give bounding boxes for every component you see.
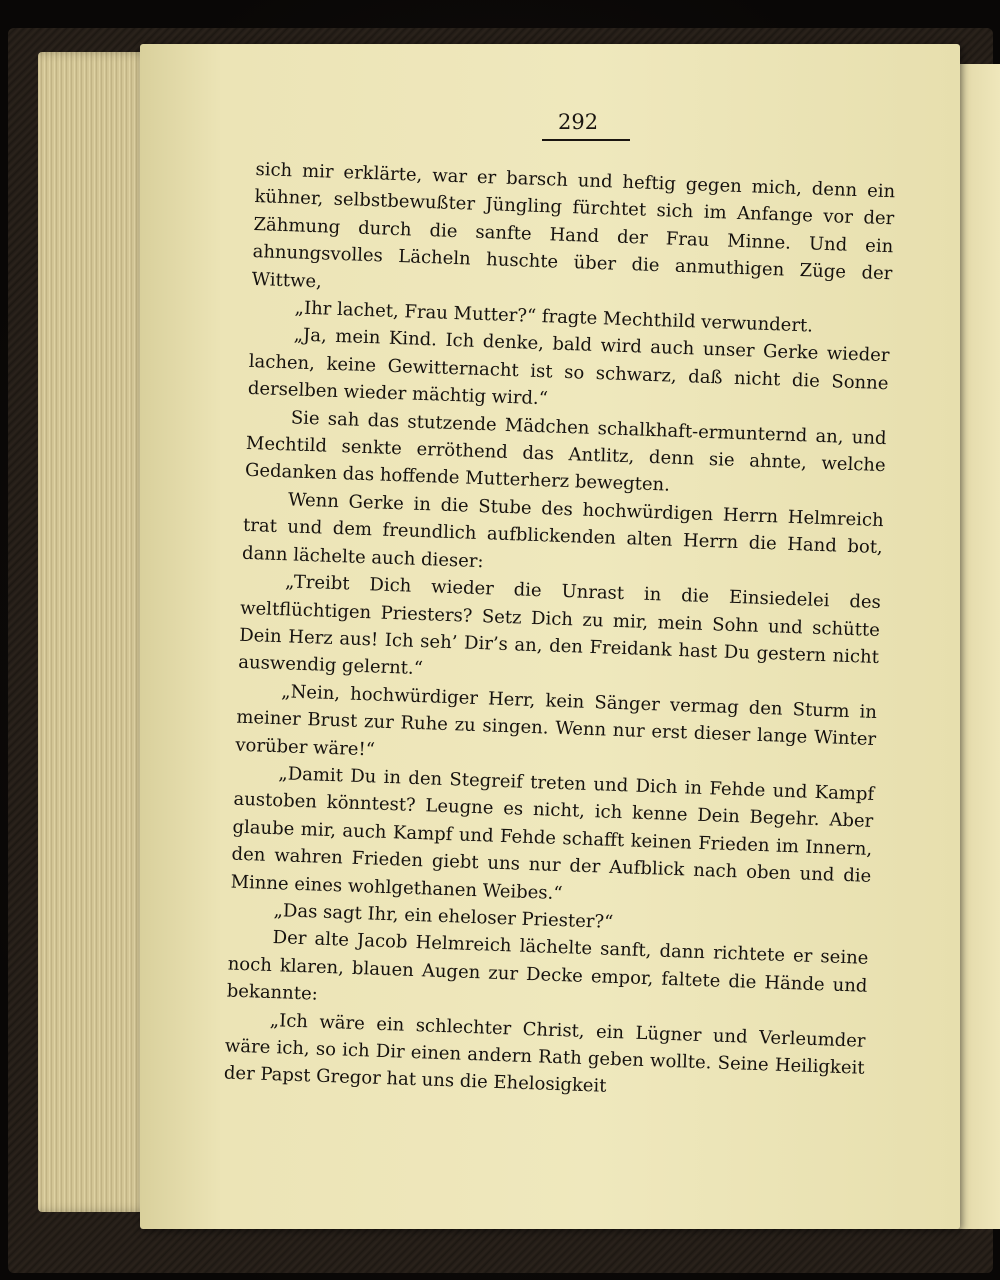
- paragraph: „Ja, mein Kind. Ich denke, bald wird auch unser Gerke wieder lachen, keine Gewitternacht ist so schwarz, daß nicht die Sonne derselben wieder mächtig wird.“: [247, 324, 890, 410]
- paragraph: „Damit Du in den Stegreif treten und Dich in Fehde und Kampf austoben könntest? Leugne es nicht, ich kenne Dein Begehr. Aber glaube mir, auch Kampf und Fehde schafft keinen Frieden im Innern, den wahren Frieden giebt uns nur der Aufblick nach oben und die Minne eines wohlgethanen Weibes.“: [230, 763, 875, 904]
- paragraph: „Treibt Dich wieder die Unrast in die Einsiedelei des weltflüchtigen Priesters? Setz Dich zu mir, mein Sohn und schütte Dein Herz aus! Ich seh’ Dir’s an, den Freidank hast Du gestern nicht auswendig gelernt.“: [237, 571, 882, 680]
- paragraph: „Ich wäre ein schlechter Christ, ein Lügner und Verleumder wäre ich, so ich Dir einen andern Rath geben wollte. Seine Heiligkeit der Papst Gregor hat uns die Ehelosigkeit: [223, 1009, 866, 1098]
- page-number: 292: [558, 110, 599, 134]
- paragraph: „Ihr lachet, Frau Mutter?“ fragte Mechthild verwundert.: [294, 297, 814, 337]
- paragraph: Sie sah das stutzende Mädchen schalkhaft-ermunternd an, und Mechtild senkte erröthend das Antlitz, denn sie ahnte, welche Gedanken das hoffende Mutterherz bewegten.: [244, 407, 887, 497]
- paragraph: sich mir erklärte, war er barsch und heftig gegen mich, denn ein kühner, selbstbewußter Jüngling fürchtet sich im Anfange vor der Zähmung durch die sanfte Hand der Frau Minne. Und ein ahnungsvolles Lächeln huschte über die anmuthigen Züge der Wittwe,: [251, 158, 896, 292]
- paragraph: Wenn Gerke in die Stube des hochwürdigen Herrn Helmreich trat und dem freundlich aufblickenden alten Herrn die Hand bot, dann lächelte auch dieser:: [241, 489, 885, 572]
- paragraph: „Das sagt Ihr, ein eheloser Priester?“: [273, 900, 614, 933]
- paragraph: Der alte Jacob Helmreich lächelte sanft, dann richtete er seine noch klaren, blauen Augen zur Decke empor, faltete die Hände und bekannte:: [226, 927, 869, 1005]
- header-rule: [542, 139, 630, 141]
- paragraph: „Nein, hochwürdiger Herr, kein Sänger vermag den Sturm in meiner Brust zur Ruhe zu singen. Wenn nur erst dieser lange Winter vorüber wäre!“: [235, 680, 878, 761]
- body-text: [223, 156, 895, 1110]
